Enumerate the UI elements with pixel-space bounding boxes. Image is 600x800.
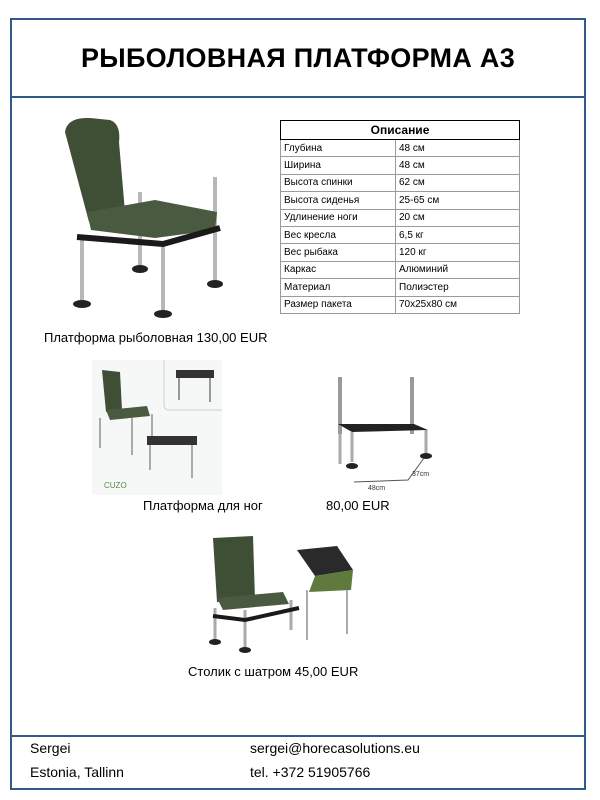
spec-value: Алюминий [396,261,520,278]
spec-value: 20 см [396,209,520,226]
description-header: Описание [281,121,520,140]
spec-row [281,192,520,209]
contact-name: Sergei [30,740,71,756]
spec-label: Материал [281,279,396,296]
spec-row [281,279,520,296]
spec-label: Глубина [281,140,396,157]
spec-row [281,244,520,261]
spec-label: Вес рыбака [281,244,396,261]
spec-value: 25-65 см [396,192,520,209]
spec-value: 120 кг [396,244,520,261]
title-bar [12,20,584,98]
dim-width-label: 48cm [368,485,386,492]
cuzo-logo: CUZO [104,481,127,490]
description-table [280,120,520,314]
footrest-price: 80,00 EUR [326,498,390,513]
spec-row [281,157,520,174]
page-title: РЫБОЛОВНАЯ ПЛАТФОРМА А3 [80,42,516,73]
spec-row [281,140,520,157]
spec-row [281,209,520,226]
platform-caption: Платформа рыболовная 130,00 EUR [44,330,268,345]
spec-value: 48 см [396,140,520,157]
spec-label: Удлинение ноги [281,209,396,226]
footrest-with-chair-image [92,360,222,495]
spec-value: 6,5 кг [396,226,520,243]
spec-label: Каркас [281,261,396,278]
footrest-dimensions-image [328,372,438,497]
spec-value: 48 см [396,157,520,174]
spec-value: 70х25х80 см [396,296,520,313]
contact-phone[interactable]: tel. +372 51905766 [250,764,371,780]
table-with-tent-image [203,530,358,655]
spec-label: Вес кресла [281,226,396,243]
spec-row [281,226,520,243]
footer-divider [12,735,584,737]
spec-label: Высота сиденья [281,192,396,209]
spec-label: Ширина [281,157,396,174]
fishing-platform-chair-image [55,112,235,327]
spec-row [281,296,520,313]
spec-label: Высота спинки [281,174,396,191]
spec-row [281,174,520,191]
spec-label: Размер пакета [281,296,396,313]
spec-value: 62 см [396,174,520,191]
footrest-caption: Платформа для ног [143,498,263,513]
spec-row [281,261,520,278]
contact-email[interactable]: sergei@horecasolutions.eu [250,740,420,756]
contact-location: Estonia, Tallinn [30,764,124,780]
spec-value: Полиэстер [396,279,520,296]
table-caption: Столик с шатром 45,00 EUR [188,664,359,679]
dim-depth-label: 37cm [412,471,430,478]
